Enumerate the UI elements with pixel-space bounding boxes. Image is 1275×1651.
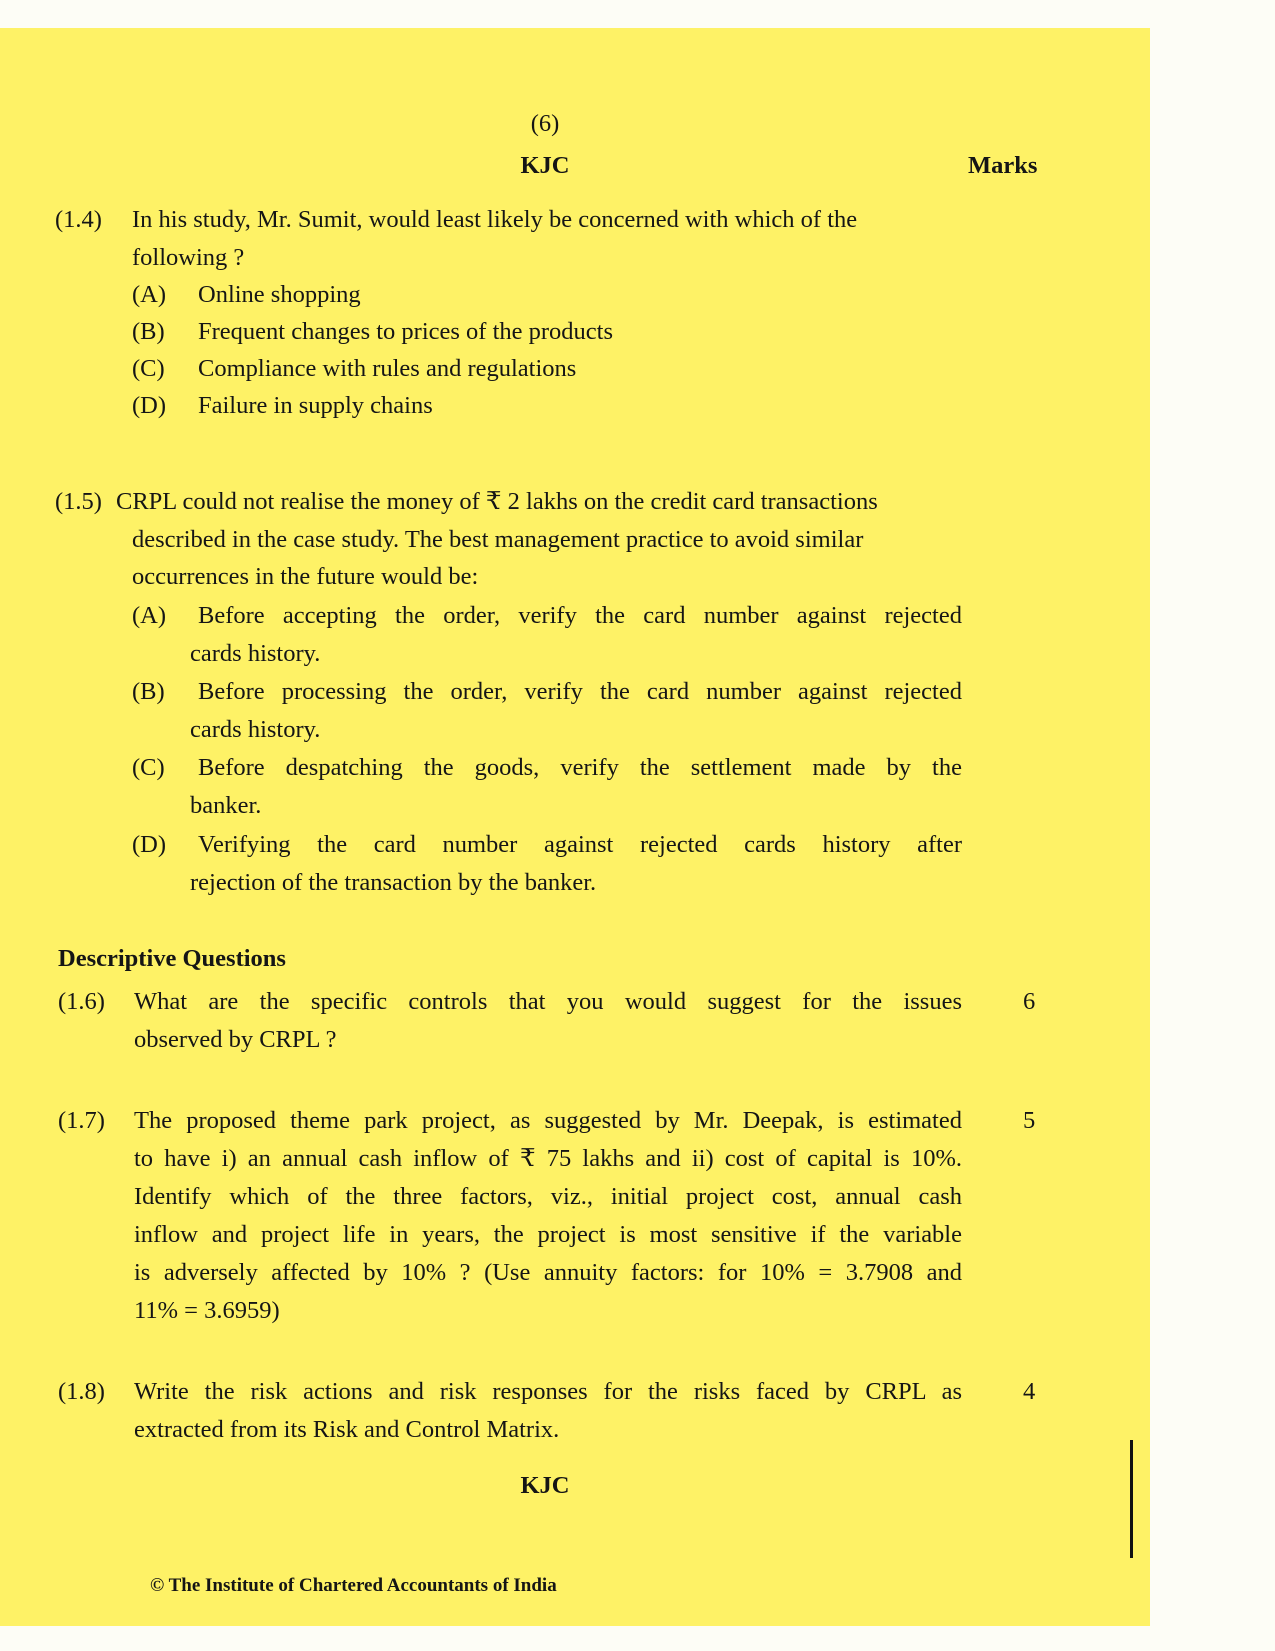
question-1-7-line: 11% = 3.6959): [134, 1297, 280, 1324]
question-1-4-stem-line: In his study, Mr. Sumit, would least likely be concerned with which of the: [132, 206, 858, 233]
question-1-7-marks: 5: [1023, 1107, 1036, 1134]
option-letter: (B): [132, 678, 165, 705]
question-number-1-8: (1.8): [58, 1378, 105, 1405]
question-1-5-stem-line: described in the case study. The best management practice to avoid similar: [132, 526, 864, 553]
marks-label: Marks: [968, 152, 1038, 179]
question-1-5-stem-line: occurrences in the future would be:: [132, 563, 479, 590]
question-1-8-line: Write the risk actions and risk responses for the risks faced by CRPL as: [134, 1378, 962, 1405]
section-heading: Descriptive Questions: [58, 945, 286, 972]
option-text: Before despatching the goods, verify the settlement made by the: [198, 754, 962, 781]
question-1-6-line: observed by CRPL ?: [134, 1026, 337, 1053]
question-1-6-marks: 6: [1023, 988, 1036, 1015]
option-text-continued: cards history.: [190, 640, 321, 667]
option-text: Verifying the card number against rejected cards history after: [198, 831, 962, 858]
question-number-1-4: (1.4): [55, 206, 102, 233]
option-text: Before processing the order, verify the card number against rejected: [198, 678, 962, 705]
footer-code: KJC: [520, 1472, 570, 1499]
option-text: Compliance with rules and regulations: [198, 355, 577, 382]
option-letter: (D): [132, 831, 167, 858]
question-1-4-stem-line: following ?: [132, 244, 245, 271]
question-1-8-line: extracted from its Risk and Control Matrix.: [134, 1416, 560, 1443]
question-1-7-line: is adversely affected by 10% ? (Use annuity factors: for 10% = 3.7908 and: [134, 1259, 962, 1286]
option-text-continued: rejection of the transaction by the banker.: [190, 869, 597, 896]
option-text-continued: cards history.: [190, 716, 321, 743]
question-1-6-line: What are the specific controls that you would suggest for the issues: [134, 988, 962, 1015]
question-number-1-7: (1.7): [58, 1107, 105, 1134]
option-text: Before accepting the order, verify the card number against rejected: [198, 602, 962, 629]
question-1-7-line: The proposed theme park project, as suggested by Mr. Deepak, is estimated: [134, 1107, 962, 1134]
option-text: Frequent changes to prices of the products: [198, 318, 614, 345]
option-letter: (A): [132, 602, 167, 629]
question-number-1-6: (1.6): [58, 988, 105, 1015]
option-text: Online shopping: [198, 281, 361, 308]
copyright-notice: © The Institute of Chartered Accountants of India: [150, 1575, 557, 1596]
question-number-1-5: (1.5): [55, 488, 102, 515]
question-1-7-line: inflow and project life in years, the project is most sensitive if the variable: [134, 1221, 962, 1248]
scan-edge-line: [1130, 1440, 1133, 1558]
option-letter: (A): [132, 281, 167, 308]
question-1-7-line: to have i) an annual cash inflow of ₹ 75 lakhs and ii) cost of capital is 10%.: [134, 1145, 962, 1172]
option-letter: (D): [132, 392, 167, 419]
question-1-8-marks: 4: [1023, 1378, 1036, 1405]
option-letter: (C): [132, 355, 165, 382]
option-letter: (C): [132, 754, 165, 781]
header-code: KJC: [520, 152, 570, 179]
page-number: (6): [530, 110, 560, 137]
option-text: Failure in supply chains: [198, 392, 433, 419]
option-letter: (B): [132, 318, 165, 345]
option-text-continued: banker.: [190, 792, 262, 819]
question-1-7-line: Identify which of the three factors, viz., initial project cost, annual cash: [134, 1183, 962, 1210]
question-1-5-stem-line: CRPL could not realise the money of ₹ 2 lakhs on the credit card transactions: [116, 488, 878, 515]
